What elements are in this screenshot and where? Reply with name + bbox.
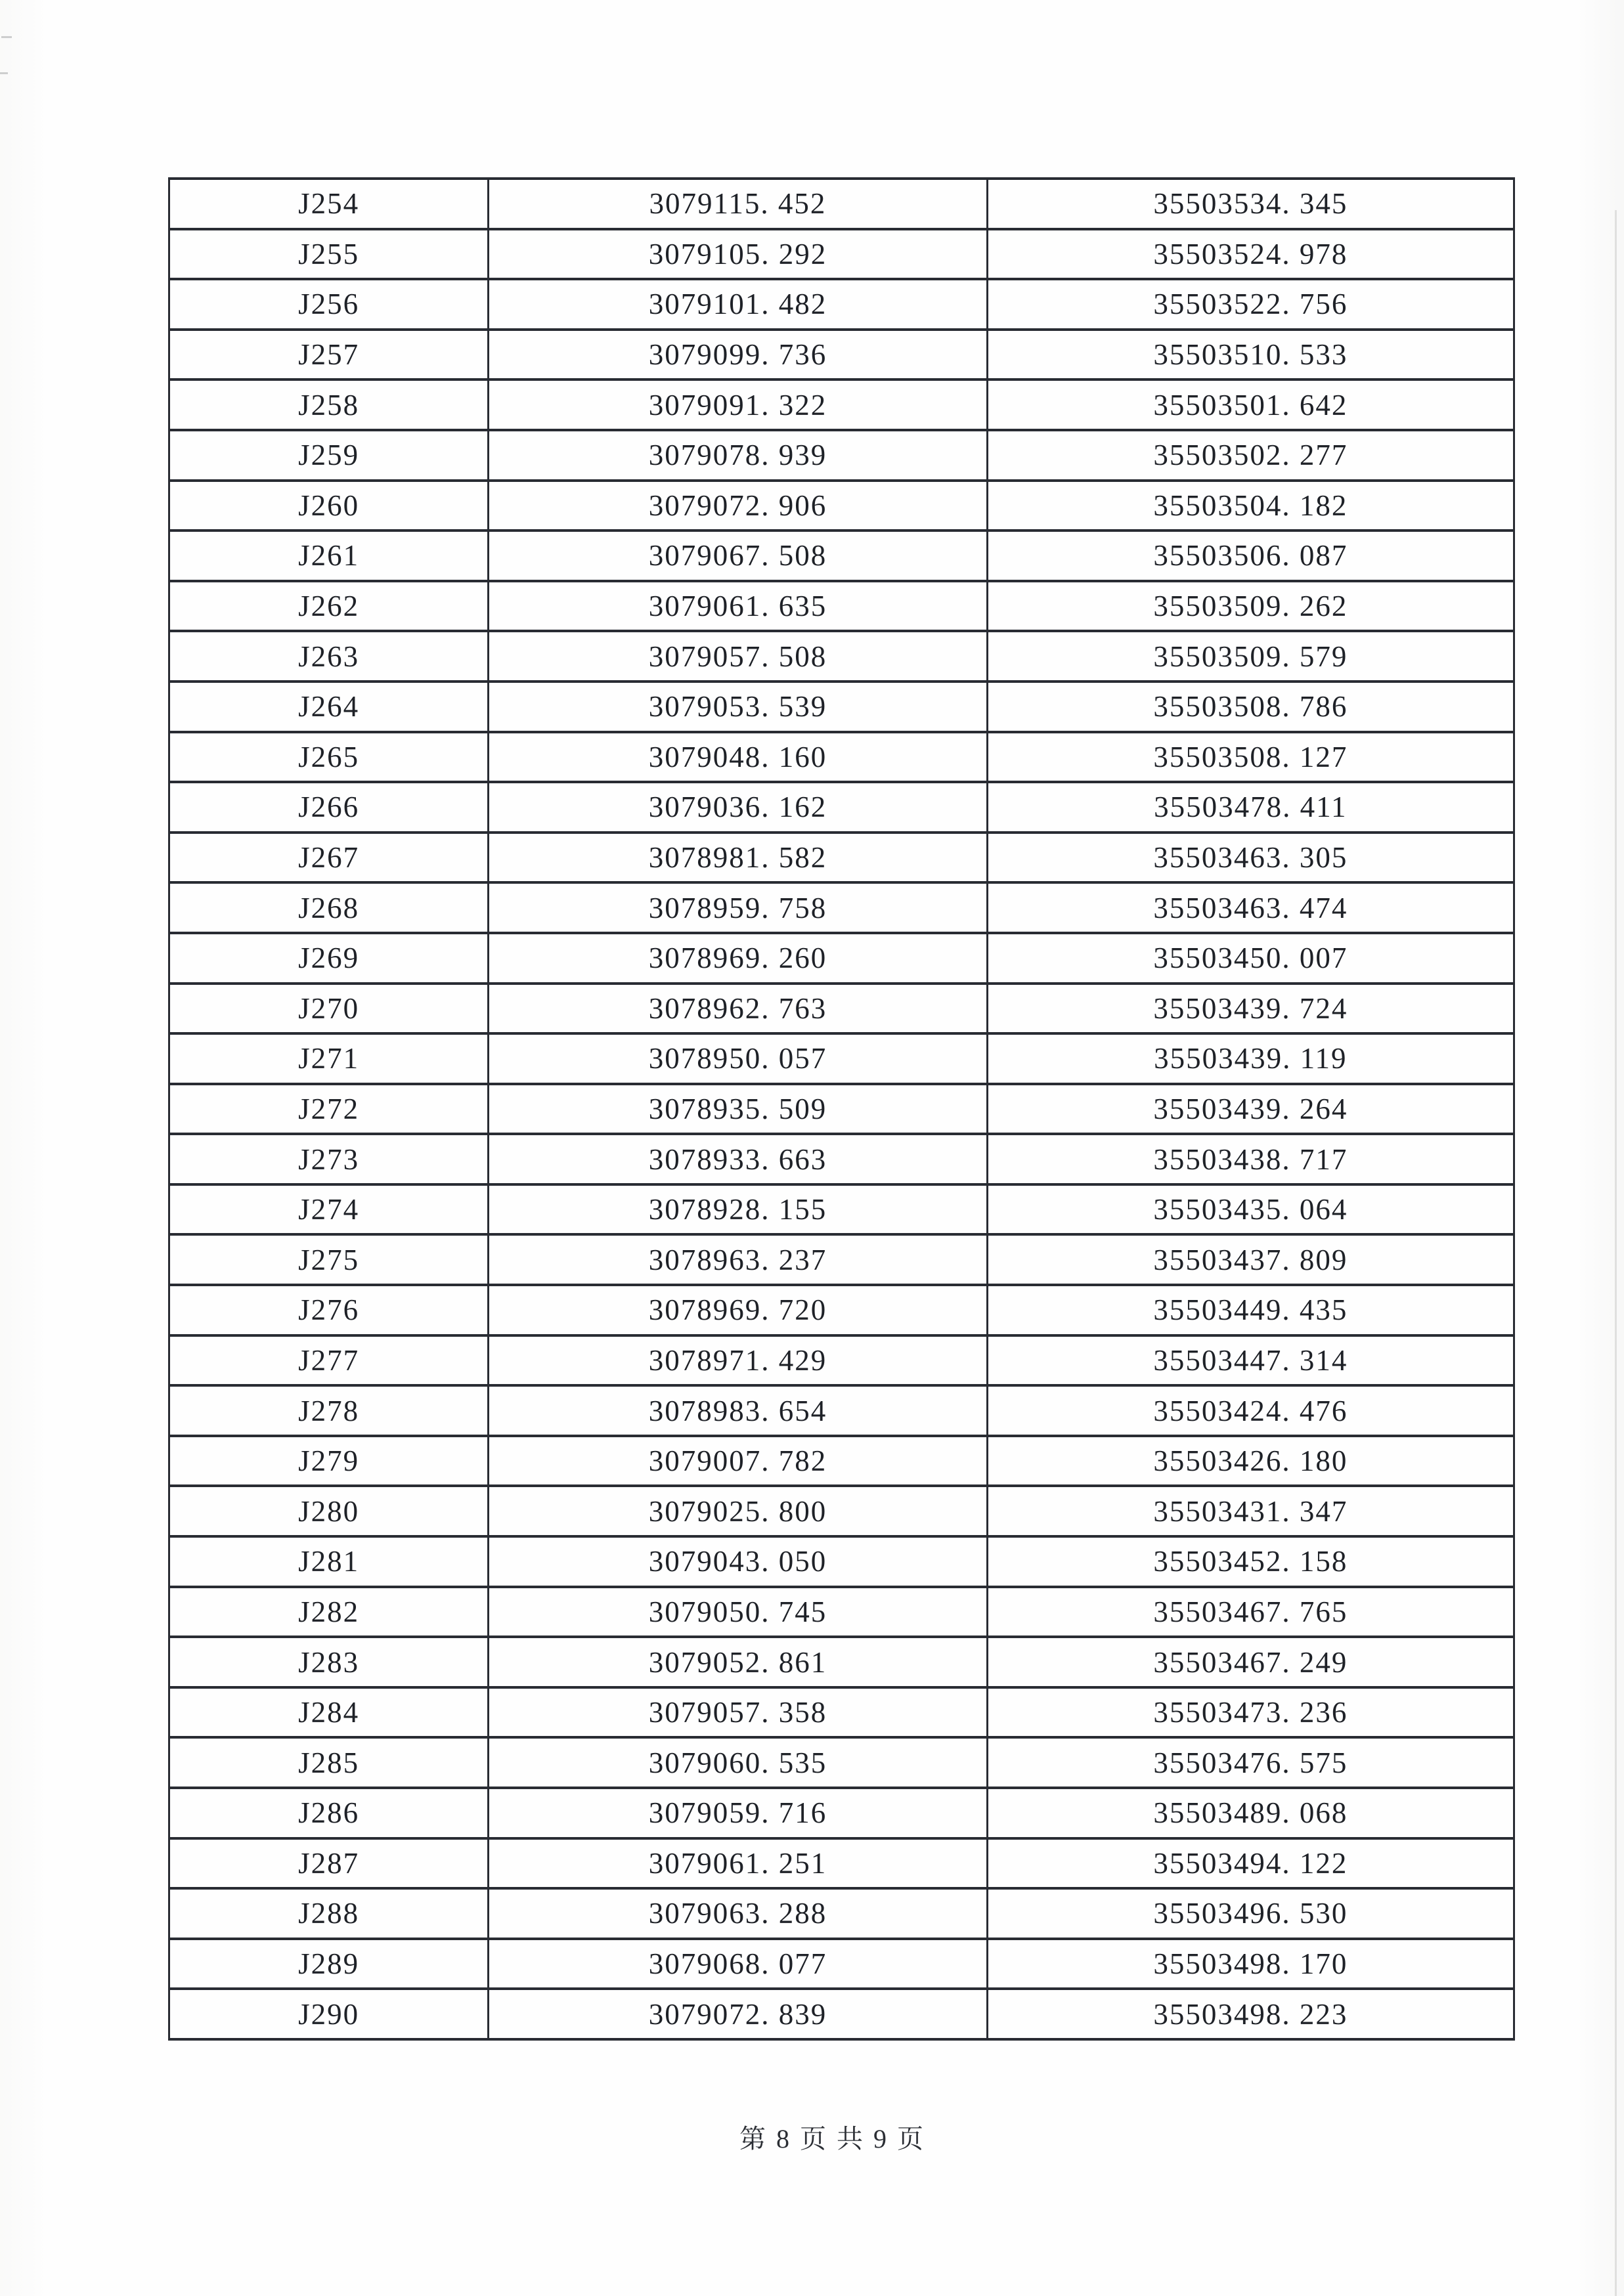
- point-id-cell: J274: [169, 1184, 489, 1235]
- scan-artifact: [1, 36, 12, 38]
- point-id-cell: J271: [169, 1033, 489, 1084]
- table-row: [169, 481, 1514, 531]
- table-row: [169, 631, 1514, 682]
- point-id-cell: J287: [169, 1838, 489, 1889]
- x-coordinate-cell: 3079072. 839: [489, 1989, 987, 2039]
- x-coordinate-cell: 3078983. 654: [489, 1385, 987, 1436]
- y-coordinate-cell: 35503504. 182: [987, 481, 1514, 531]
- table-row: [169, 882, 1514, 933]
- point-id-cell: J266: [169, 782, 489, 833]
- y-coordinate-cell: 35503498. 170: [987, 1939, 1514, 1989]
- x-coordinate-cell: 3079101. 482: [489, 279, 987, 330]
- point-id-cell: J273: [169, 1134, 489, 1184]
- point-id-cell: J280: [169, 1486, 489, 1536]
- x-coordinate-cell: 3079078. 939: [489, 430, 987, 481]
- table-row: [169, 1637, 1514, 1687]
- table-row: [169, 1486, 1514, 1536]
- point-id-cell: J276: [169, 1285, 489, 1335]
- x-coordinate-cell: 3078950. 057: [489, 1033, 987, 1084]
- x-coordinate-cell: 3079105. 292: [489, 229, 987, 280]
- table-row: [169, 1134, 1514, 1184]
- y-coordinate-cell: 35503476. 575: [987, 1737, 1514, 1788]
- table-row: [169, 682, 1514, 732]
- table-row: [169, 1687, 1514, 1738]
- y-coordinate-cell: 35503437. 809: [987, 1234, 1514, 1285]
- table-row: [169, 1737, 1514, 1788]
- x-coordinate-cell: 3079115. 452: [489, 179, 987, 229]
- table-row: [169, 1989, 1514, 2039]
- table-row: [169, 430, 1514, 481]
- y-coordinate-cell: 35503431. 347: [987, 1486, 1514, 1536]
- point-id-cell: J267: [169, 833, 489, 883]
- y-coordinate-cell: 35503508. 786: [987, 682, 1514, 732]
- table-row: [169, 330, 1514, 380]
- x-coordinate-cell: 3079036. 162: [489, 782, 987, 833]
- point-id-cell: J283: [169, 1637, 489, 1687]
- y-coordinate-cell: 35503439. 119: [987, 1033, 1514, 1084]
- table-row: [169, 984, 1514, 1034]
- point-id-cell: J290: [169, 1989, 489, 2039]
- point-id-cell: J288: [169, 1888, 489, 1939]
- table-row: [169, 1285, 1514, 1335]
- table-row: [169, 1234, 1514, 1285]
- x-coordinate-cell: 3079060. 535: [489, 1737, 987, 1788]
- x-coordinate-cell: 3078935. 509: [489, 1084, 987, 1135]
- x-coordinate-cell: 3078971. 429: [489, 1335, 987, 1386]
- x-coordinate-cell: 3079099. 736: [489, 330, 987, 380]
- y-coordinate-cell: 35503467. 765: [987, 1587, 1514, 1637]
- y-coordinate-cell: 35503435. 064: [987, 1184, 1514, 1235]
- x-coordinate-cell: 3079063. 288: [489, 1888, 987, 1939]
- table-row: [169, 1536, 1514, 1587]
- x-coordinate-cell: 3079091. 322: [489, 379, 987, 430]
- x-coordinate-cell: 3078981. 582: [489, 833, 987, 883]
- x-coordinate-cell: 3079059. 716: [489, 1788, 987, 1838]
- y-coordinate-cell: 35503534. 345: [987, 179, 1514, 229]
- x-coordinate-cell: 3079050. 745: [489, 1587, 987, 1637]
- y-coordinate-cell: 35503463. 474: [987, 882, 1514, 933]
- table-row: [169, 1838, 1514, 1889]
- table-row: [169, 1436, 1514, 1486]
- table-row: [169, 732, 1514, 783]
- table-row: [169, 1385, 1514, 1436]
- page-indicator: 第 8 页 共 9 页: [739, 2124, 925, 2154]
- point-id-cell: J260: [169, 481, 489, 531]
- coordinates-table: [168, 177, 1515, 2041]
- x-coordinate-cell: 3078928. 155: [489, 1184, 987, 1235]
- table-row: [169, 1033, 1514, 1084]
- point-id-cell: J269: [169, 933, 489, 984]
- y-coordinate-cell: 35503494. 122: [987, 1838, 1514, 1889]
- point-id-cell: J285: [169, 1737, 489, 1788]
- table-row: [169, 933, 1514, 984]
- point-id-cell: J262: [169, 581, 489, 632]
- x-coordinate-cell: 3078969. 260: [489, 933, 987, 984]
- y-coordinate-cell: 35503447. 314: [987, 1335, 1514, 1386]
- table-row: [169, 179, 1514, 229]
- y-coordinate-cell: 35503424. 476: [987, 1385, 1514, 1436]
- x-coordinate-cell: 3079025. 800: [489, 1486, 987, 1536]
- x-coordinate-cell: 3079048. 160: [489, 732, 987, 783]
- page-footer: [0, 2118, 1624, 2155]
- point-id-cell: J270: [169, 984, 489, 1034]
- point-id-cell: J268: [169, 882, 489, 933]
- point-id-cell: J289: [169, 1939, 489, 1989]
- point-id-cell: J263: [169, 631, 489, 682]
- x-coordinate-cell: 3078963. 237: [489, 1234, 987, 1285]
- x-coordinate-cell: 3079057. 508: [489, 631, 987, 682]
- point-id-cell: J281: [169, 1536, 489, 1587]
- y-coordinate-cell: 35503498. 223: [987, 1989, 1514, 2039]
- point-id-cell: J278: [169, 1385, 489, 1436]
- x-coordinate-cell: 3078962. 763: [489, 984, 987, 1034]
- y-coordinate-cell: 35503509. 262: [987, 581, 1514, 632]
- y-coordinate-cell: 35503439. 724: [987, 984, 1514, 1034]
- y-coordinate-cell: 35503506. 087: [987, 531, 1514, 581]
- x-coordinate-cell: 3079061. 635: [489, 581, 987, 632]
- y-coordinate-cell: 35503426. 180: [987, 1436, 1514, 1486]
- point-id-cell: J279: [169, 1436, 489, 1486]
- point-id-cell: J254: [169, 179, 489, 229]
- y-coordinate-cell: 35503449. 435: [987, 1285, 1514, 1335]
- table-row: [169, 1788, 1514, 1838]
- point-id-cell: J259: [169, 430, 489, 481]
- table-row: [169, 1084, 1514, 1135]
- point-id-cell: J284: [169, 1687, 489, 1738]
- paper-edge-shadow: [1615, 210, 1617, 2296]
- point-id-cell: J272: [169, 1084, 489, 1135]
- y-coordinate-cell: 35503524. 978: [987, 229, 1514, 280]
- y-coordinate-cell: 35503508. 127: [987, 732, 1514, 783]
- table-row: [169, 1335, 1514, 1386]
- x-coordinate-cell: 3078933. 663: [489, 1134, 987, 1184]
- y-coordinate-cell: 35503522. 756: [987, 279, 1514, 330]
- y-coordinate-cell: 35503438. 717: [987, 1134, 1514, 1184]
- table-row: [169, 782, 1514, 833]
- x-coordinate-cell: 3079053. 539: [489, 682, 987, 732]
- x-coordinate-cell: 3078969. 720: [489, 1285, 987, 1335]
- y-coordinate-cell: 35503463. 305: [987, 833, 1514, 883]
- y-coordinate-cell: 35503501. 642: [987, 379, 1514, 430]
- y-coordinate-cell: 35503510. 533: [987, 330, 1514, 380]
- x-coordinate-cell: 3079072. 906: [489, 481, 987, 531]
- y-coordinate-cell: 35503467. 249: [987, 1637, 1514, 1687]
- table-body: [169, 179, 1514, 2039]
- x-coordinate-cell: 3078959. 758: [489, 882, 987, 933]
- table-row: [169, 1184, 1514, 1235]
- table-row: [169, 833, 1514, 883]
- x-coordinate-cell: 3079068. 077: [489, 1939, 987, 1989]
- y-coordinate-cell: 35503496. 530: [987, 1888, 1514, 1939]
- point-id-cell: J256: [169, 279, 489, 330]
- y-coordinate-cell: 35503502. 277: [987, 430, 1514, 481]
- table-row: [169, 1888, 1514, 1939]
- point-id-cell: J277: [169, 1335, 489, 1386]
- point-id-cell: J282: [169, 1587, 489, 1637]
- y-coordinate-cell: 35503439. 264: [987, 1084, 1514, 1135]
- x-coordinate-cell: 3079052. 861: [489, 1637, 987, 1687]
- table-row: [169, 1939, 1514, 1989]
- table-row: [169, 379, 1514, 430]
- table-row: [169, 531, 1514, 581]
- x-coordinate-cell: 3079007. 782: [489, 1436, 987, 1486]
- point-id-cell: J286: [169, 1788, 489, 1838]
- point-id-cell: J265: [169, 732, 489, 783]
- y-coordinate-cell: 35503509. 579: [987, 631, 1514, 682]
- point-id-cell: J275: [169, 1234, 489, 1285]
- y-coordinate-cell: 35503489. 068: [987, 1788, 1514, 1838]
- x-coordinate-cell: 3079043. 050: [489, 1536, 987, 1587]
- table-row: [169, 1587, 1514, 1637]
- scan-artifact: [0, 72, 8, 74]
- point-id-cell: J255: [169, 229, 489, 280]
- y-coordinate-cell: 35503478. 411: [987, 782, 1514, 833]
- y-coordinate-cell: 35503450. 007: [987, 933, 1514, 984]
- point-id-cell: J257: [169, 330, 489, 380]
- point-id-cell: J258: [169, 379, 489, 430]
- y-coordinate-cell: 35503452. 158: [987, 1536, 1514, 1587]
- y-coordinate-cell: 35503473. 236: [987, 1687, 1514, 1738]
- table-row: [169, 229, 1514, 280]
- table-row: [169, 581, 1514, 632]
- x-coordinate-cell: 3079057. 358: [489, 1687, 987, 1738]
- table-row: [169, 279, 1514, 330]
- point-id-cell: J264: [169, 682, 489, 732]
- x-coordinate-cell: 3079067. 508: [489, 531, 987, 581]
- x-coordinate-cell: 3079061. 251: [489, 1838, 987, 1889]
- point-id-cell: J261: [169, 531, 489, 581]
